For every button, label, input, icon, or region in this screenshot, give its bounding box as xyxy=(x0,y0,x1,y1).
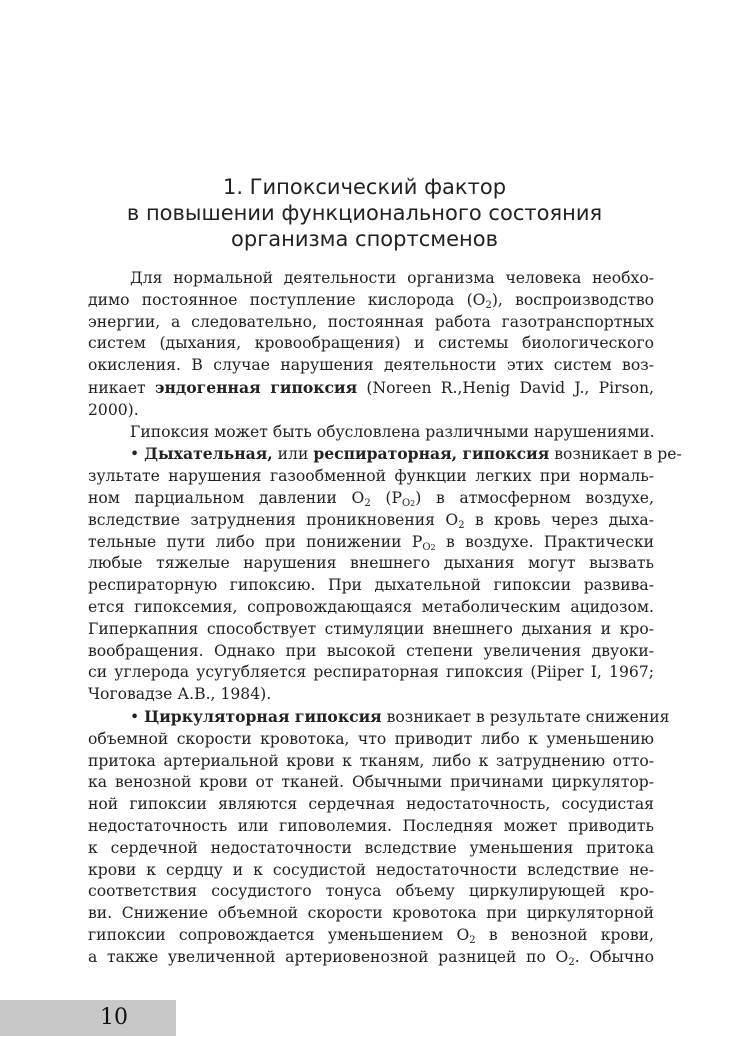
text-line: гипоксии сопровождается уменьшением $O_2$ в венозной крови, xyxy=(88,925,654,946)
text-line: никает эндогенная гипоксия (Noreen R.,Henig David J., Pirson, xyxy=(88,377,654,397)
text-line: энергии, а следовательно, постоянная работа газотранспортных xyxy=(88,312,654,331)
text-line: вследствие затруднения проникновения $O_2$ в кровь через дыха- xyxy=(88,510,655,531)
text-line: притока артериальной крови к тканям, либо к затруднению отто- xyxy=(88,751,654,770)
text-line: объемной скорости кровотока, что приводит либо к уменьшению xyxy=(88,729,654,748)
text-line: • Циркуляторная гипоксия возникает в результате снижения xyxy=(130,706,670,726)
heading-line-3: организма спортсменов xyxy=(231,227,498,251)
paragraph-causes xyxy=(88,422,654,444)
text-line: димо постоянное поступление кислорода $(О_2)$, воспроизводство xyxy=(88,290,654,311)
text-line: крови к сердцу и к сосудистой недостаточности вследствие не- xyxy=(88,860,654,879)
text-line: ной гипоксии являются сердечная недостаточность, сосудистая xyxy=(88,795,654,814)
text-line: респираторную гипоксию. При дыхательной гипоксии развива- xyxy=(88,576,654,595)
text-line: • Дыхательная, или респираторная, гипоксия возникает в ре- xyxy=(130,444,682,464)
heading-line-2: в повышении функционального состояния xyxy=(126,201,603,225)
page-number-bar xyxy=(0,1000,176,1036)
section-heading xyxy=(0,174,729,252)
text-line: Гиперкапния способствует стимуляции внешнего дыхания и кро- xyxy=(88,619,654,638)
text-line: любые тяжелые нарушения внешнего дыхания могут вызвать xyxy=(88,554,654,573)
paragraph-intro xyxy=(88,268,654,422)
text-line: ется гипоксемия, сопровождающаяся метаболическим ацидозом. xyxy=(88,597,654,616)
text-line: ка венозной крови от тканей. Обычными причинами циркулятор- xyxy=(88,773,654,792)
text-line: зультате нарушения газообменной функции легких при нормаль- xyxy=(88,467,654,486)
text-line: тельные пути либо при понижении $P_{O2}$ в воздухе. Практически xyxy=(88,532,654,553)
body-text xyxy=(88,268,682,969)
text-line: Для нормальной деятельности организма человека необхо- xyxy=(130,269,654,287)
text-line: ви. Снижение объемной скорости кровотока при циркуляторной xyxy=(88,904,654,923)
bullet-icon: • xyxy=(130,445,140,464)
text-line: окисления. В случае нарушения деятельности этих систем воз- xyxy=(88,356,654,375)
page-number: 10 xyxy=(100,1005,128,1030)
text-line: соответствия сосудистого тонуса объему циркулирующей кро- xyxy=(88,882,654,901)
text-line: Гипоксия может быть обусловлена различными нарушениями. xyxy=(130,422,655,441)
term-endogenous-hypoxia: эндогенная гипоксия xyxy=(154,377,358,397)
paragraph-circulatory-hypoxia xyxy=(88,706,670,969)
text-line: недостаточность или гиповолемия. Последняя может приводить xyxy=(88,816,654,835)
bullet-icon: • xyxy=(130,707,140,726)
text-line: си углерода усугубляется респираторная гипоксия (Piiper I, 1967; xyxy=(88,663,654,682)
heading-line-1: 1. Гипоксический фактор xyxy=(222,175,507,199)
text-line: систем (дыхания, кровообращения) и системы биологического xyxy=(88,334,654,353)
text-line: а также увеличенной артериовенозной разницей по $O_2$. Обычно xyxy=(88,947,654,968)
text-line: к сердечной недостаточности вследствие уменьшения притока xyxy=(88,838,654,857)
paragraph-respiratory-hypoxia xyxy=(88,443,682,706)
text-line: 2000). xyxy=(88,400,139,419)
text-line: ном парциальном давлении $O_2$ $(P_{O2})$ в атмосферном воздухе, xyxy=(88,488,654,509)
text-line: вообращения. Однако при высокой степени увеличения двуоки- xyxy=(88,641,654,660)
text-line: Чоговадзе А.В., 1984). xyxy=(88,685,272,704)
